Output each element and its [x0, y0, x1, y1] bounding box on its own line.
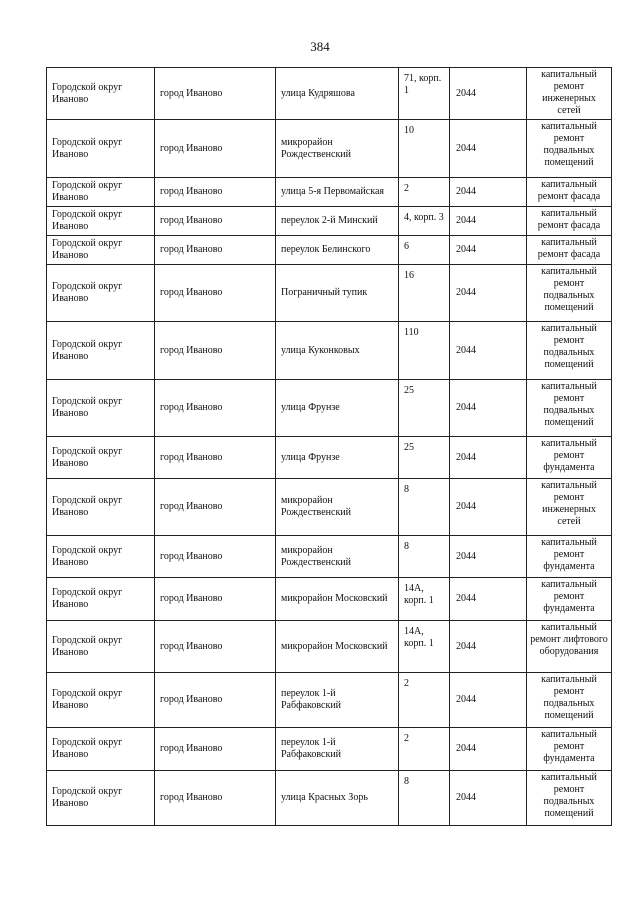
street-cell: улица Фрунзе — [276, 437, 399, 479]
work-type-cell: капитальный ремонт фундамента — [527, 578, 612, 621]
town-cell: город Иваново — [155, 673, 276, 728]
year-cell: 2044 — [450, 236, 527, 265]
town-cell: город Иваново — [155, 437, 276, 479]
house-cell: 16 — [399, 265, 450, 322]
table-row — [47, 120, 612, 178]
street-cell: Пограничный тупик — [276, 265, 399, 322]
year-cell: 2044 — [450, 621, 527, 673]
repair-schedule-table — [46, 67, 612, 826]
year-cell: 2044 — [450, 207, 527, 236]
year-cell: 2044 — [450, 479, 527, 536]
page-number: 384 — [310, 39, 330, 54]
table-row — [47, 322, 612, 380]
table-row — [47, 207, 612, 236]
town-cell: город Иваново — [155, 265, 276, 322]
house-cell: 2 — [399, 178, 450, 207]
house-cell: 4, корп. 3 — [399, 207, 450, 236]
district-cell: Городской округ Иваново — [47, 265, 155, 322]
work-type-cell: капитальный ремонт фасада — [527, 236, 612, 265]
street-cell: микрорайон Московский — [276, 621, 399, 673]
street-cell: переулок 2-й Минский — [276, 207, 399, 236]
town-cell: город Иваново — [155, 236, 276, 265]
house-cell: 110 — [399, 322, 450, 380]
year-cell: 2044 — [450, 771, 527, 826]
street-cell: микрорайон Рождественский — [276, 479, 399, 536]
street-cell: улица Куконковых — [276, 322, 399, 380]
house-cell: 71, корп. 1 — [399, 68, 450, 120]
table-row — [47, 728, 612, 771]
table-row — [47, 578, 612, 621]
district-cell: Городской округ Иваново — [47, 120, 155, 178]
work-type-cell: капитальный ремонт подвальных помещений — [527, 380, 612, 437]
table-row — [47, 479, 612, 536]
street-cell: улица 5-я Первомайская — [276, 178, 399, 207]
district-cell: Городской округ Иваново — [47, 621, 155, 673]
work-type-cell: капитальный ремонт фундамента — [527, 437, 612, 479]
street-cell: микрорайон Московский — [276, 578, 399, 621]
district-cell: Городской округ Иваново — [47, 479, 155, 536]
house-cell: 8 — [399, 771, 450, 826]
house-cell: 8 — [399, 479, 450, 536]
house-cell: 25 — [399, 380, 450, 437]
table-row — [47, 68, 612, 120]
house-cell: 6 — [399, 236, 450, 265]
district-cell: Городской округ Иваново — [47, 178, 155, 207]
street-cell: улица Кудряшова — [276, 68, 399, 120]
street-cell: переулок 1-й Рабфаковский — [276, 728, 399, 771]
street-cell: микрорайон Рождественский — [276, 536, 399, 578]
district-cell: Городской округ Иваново — [47, 68, 155, 120]
table-row — [47, 536, 612, 578]
town-cell: город Иваново — [155, 578, 276, 621]
district-cell: Городской округ Иваново — [47, 207, 155, 236]
town-cell: город Иваново — [155, 322, 276, 380]
district-cell: Городской округ Иваново — [47, 673, 155, 728]
street-cell: переулок Белинского — [276, 236, 399, 265]
work-type-cell: капитальный ремонт подвальных помещений — [527, 265, 612, 322]
table-row — [47, 621, 612, 673]
house-cell: 14А, корп. 1 — [399, 578, 450, 621]
work-type-cell: капитальный ремонт инженерных сетей — [527, 479, 612, 536]
year-cell: 2044 — [450, 673, 527, 728]
street-cell: улица Красных Зорь — [276, 771, 399, 826]
district-cell: Городской округ Иваново — [47, 771, 155, 826]
year-cell: 2044 — [450, 380, 527, 437]
town-cell: город Иваново — [155, 380, 276, 437]
town-cell: город Иваново — [155, 178, 276, 207]
table-row — [47, 673, 612, 728]
work-type-cell: капитальный ремонт фундамента — [527, 536, 612, 578]
year-cell: 2044 — [450, 728, 527, 771]
town-cell: город Иваново — [155, 621, 276, 673]
house-cell: 14А, корп. 1 — [399, 621, 450, 673]
town-cell: город Иваново — [155, 728, 276, 771]
year-cell: 2044 — [450, 536, 527, 578]
work-type-cell: капитальный ремонт инженерных сетей — [527, 68, 612, 120]
town-cell: город Иваново — [155, 120, 276, 178]
work-type-cell: капитальный ремонт фасада — [527, 178, 612, 207]
district-cell: Городской округ Иваново — [47, 322, 155, 380]
street-cell: микрорайон Рождественский — [276, 120, 399, 178]
table-row — [47, 178, 612, 207]
house-cell: 2 — [399, 673, 450, 728]
table-row — [47, 380, 612, 437]
year-cell: 2044 — [450, 265, 527, 322]
table-row — [47, 437, 612, 479]
table-row — [47, 771, 612, 826]
town-cell: город Иваново — [155, 536, 276, 578]
district-cell: Городской округ Иваново — [47, 536, 155, 578]
table-row — [47, 265, 612, 322]
town-cell: город Иваново — [155, 479, 276, 536]
work-type-cell: капитальный ремонт подвальных помещений — [527, 771, 612, 826]
house-cell: 8 — [399, 536, 450, 578]
table-row — [47, 236, 612, 265]
town-cell: город Иваново — [155, 68, 276, 120]
district-cell: Городской округ Иваново — [47, 728, 155, 771]
district-cell: Городской округ Иваново — [47, 578, 155, 621]
year-cell: 2044 — [450, 178, 527, 207]
work-type-cell: капитальный ремонт подвальных помещений — [527, 120, 612, 178]
house-cell: 2 — [399, 728, 450, 771]
town-cell: город Иваново — [155, 771, 276, 826]
house-cell: 25 — [399, 437, 450, 479]
house-cell: 10 — [399, 120, 450, 178]
work-type-cell: капитальный ремонт подвальных помещений — [527, 322, 612, 380]
year-cell: 2044 — [450, 578, 527, 621]
district-cell: Городской округ Иваново — [47, 437, 155, 479]
year-cell: 2044 — [450, 322, 527, 380]
work-type-cell: капитальный ремонт фундамента — [527, 728, 612, 771]
year-cell: 2044 — [450, 68, 527, 120]
town-cell: город Иваново — [155, 207, 276, 236]
year-cell: 2044 — [450, 437, 527, 479]
street-cell: улица Фрунзе — [276, 380, 399, 437]
district-cell: Городской округ Иваново — [47, 380, 155, 437]
street-cell: переулок 1-й Рабфаковский — [276, 673, 399, 728]
work-type-cell: капитальный ремонт фасада — [527, 207, 612, 236]
district-cell: Городской округ Иваново — [47, 236, 155, 265]
work-type-cell: капитальный ремонт подвальных помещений — [527, 673, 612, 728]
year-cell: 2044 — [450, 120, 527, 178]
work-type-cell: капитальный ремонт лифтового оборудования — [527, 621, 612, 673]
